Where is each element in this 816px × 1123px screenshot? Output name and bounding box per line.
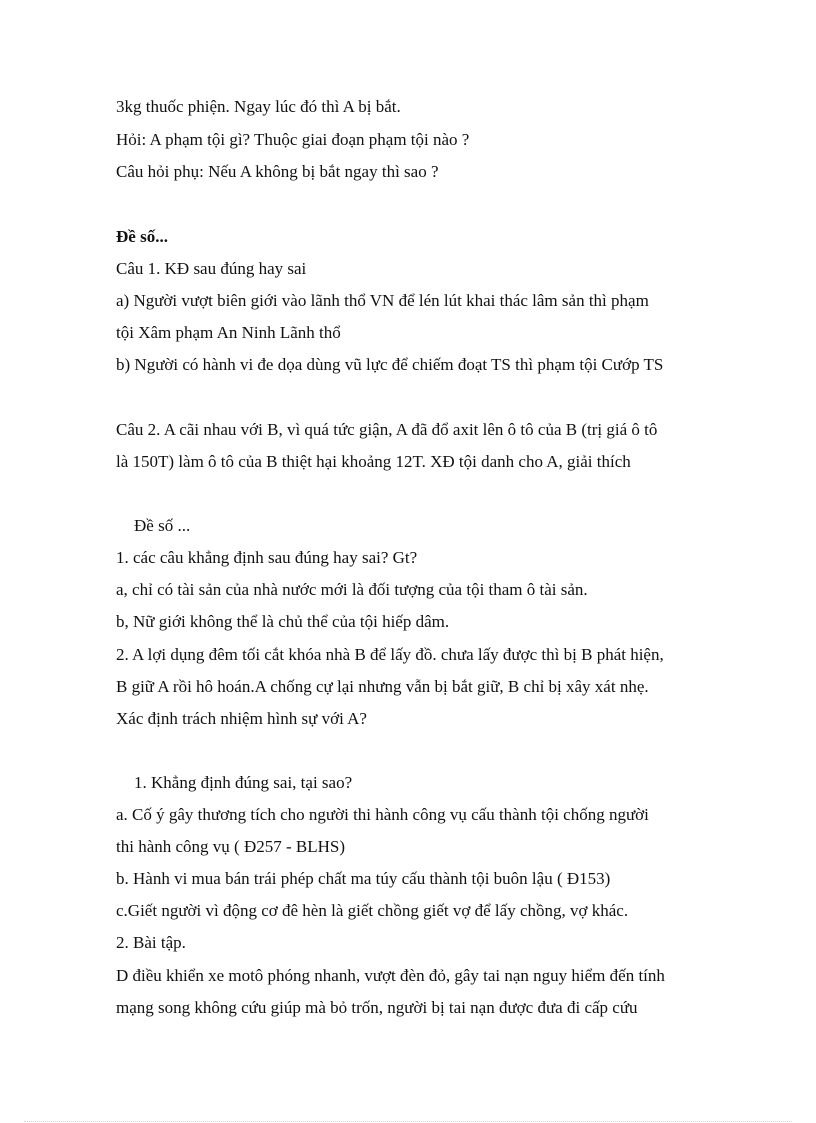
text-line: a, chỉ có tài sản của nhà nước mới là đối tượng của tội tham ô tài sản. xyxy=(116,580,588,599)
text-line: D điều khiển xe motô phóng nhanh, vượt đèn đỏ, gây tai nạn nguy hiểm đến tính xyxy=(116,966,665,985)
question-title: 1. các câu khẳng định sau đúng hay sai? Gt? xyxy=(116,548,418,567)
page-bottom-rule xyxy=(24,1121,792,1122)
question-title: 1. Khẳng định đúng sai, tại sao? xyxy=(134,773,353,792)
text-line: b, Nữ giới không thể là chủ thể của tội hiếp dâm. xyxy=(116,612,450,631)
text-line: a. Cố ý gây thương tích cho người thi hành công vụ cấu thành tội chống người xyxy=(116,805,649,824)
text-line: B giữ A rồi hô hoán.A chống cự lại nhưng vẫn bị bắt giữ, B chỉ bị xây xát nhẹ. xyxy=(116,677,649,696)
text-line: b. Hành vi mua bán trái phép chất ma túy cấu thành tội buôn lậu ( Đ153) xyxy=(116,869,611,888)
text-line: tội Xâm phạm An Ninh Lãnh thổ xyxy=(116,323,341,342)
text-line: Câu hỏi phụ: Nếu A không bị bắt ngay thì sao ? xyxy=(116,162,439,181)
text-line: Hỏi: A phạm tội gì? Thuộc giai đoạn phạm tội nào ? xyxy=(116,130,470,149)
text-line: b) Người có hành vi đe dọa dùng vũ lực để chiếm đoạt TS thì phạm tội Cướp TS xyxy=(116,355,664,374)
text-line: thi hành công vụ ( Đ257 - BLHS) xyxy=(116,837,346,856)
question-title: 2. A lợi dụng đêm tối cắt khóa nhà B để lấy đồ. chưa lấy được thì bị B phát hiện, xyxy=(116,645,664,664)
text-line: Xác định trách nhiệm hình sự với A? xyxy=(116,709,367,728)
question-title: Câu 2. A cãi nhau với B, vì quá tức giận, A đã đổ axit lên ô tô của B (trị giá ô tô xyxy=(116,420,658,439)
text-line: là 150T) làm ô tô của B thiệt hại khoảng 12T. XĐ tội danh cho A, giải thích xyxy=(116,452,631,471)
text-line: mạng song không cứu giúp mà bỏ trốn, người bị tai nạn được đưa đi cấp cứu xyxy=(116,998,638,1017)
question-title: Câu 1. KĐ sau đúng hay sai xyxy=(116,259,307,278)
section-heading: Đề số ... xyxy=(134,516,191,535)
question-title: 2. Bài tập. xyxy=(116,933,186,952)
text-line: c.Giết người vì động cơ đê hèn là giết chồng giết vợ để lấy chồng, vợ khác. xyxy=(116,901,629,920)
text-line: a) Người vượt biên giới vào lãnh thổ VN để lén lút khai thác lâm sản thì phạm xyxy=(116,291,649,310)
section-heading: Đề số... xyxy=(116,227,168,246)
text-line: 3kg thuốc phiện. Ngay lúc đó thì A bị bắt. xyxy=(116,97,401,116)
